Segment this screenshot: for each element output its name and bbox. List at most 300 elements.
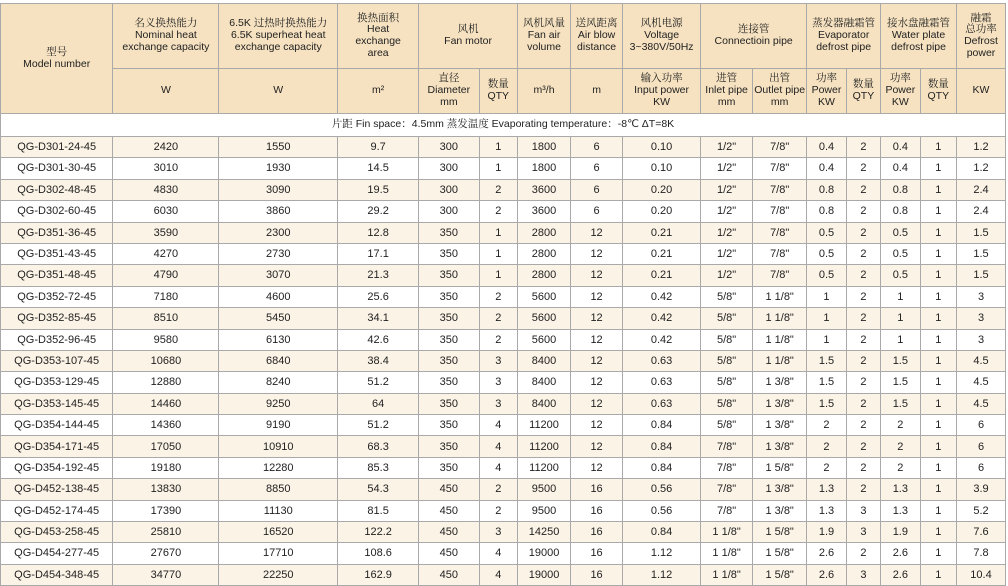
cell-evap-defrost-power: 1.3 [807, 500, 847, 521]
cell-water-defrost-power: 2.6 [881, 543, 921, 564]
cell-input-power: 0.42 [623, 308, 701, 329]
table-row [1, 500, 1006, 521]
cell-superheat-capacity: 9190 [219, 415, 338, 436]
cell-outlet-pipe: 1 3/8" [753, 372, 807, 393]
cell-fan-diameter: 350 [419, 265, 479, 286]
cell-inlet-pipe: 1 1/8" [701, 564, 753, 585]
cell-model: QG-D354-192-45 [1, 457, 113, 478]
cell-inlet-pipe: 5/8" [701, 350, 753, 371]
cell-nominal-capacity: 13830 [113, 479, 219, 500]
cell-evap-defrost-qty: 3 [846, 500, 880, 521]
cell-evap-defrost-qty: 2 [846, 243, 880, 264]
cell-superheat-capacity: 9250 [219, 393, 338, 414]
cell-total-defrost-power: 1.2 [957, 158, 1006, 179]
cell-heat-area: 64 [338, 393, 419, 414]
cell-nominal-capacity: 4830 [113, 179, 219, 200]
cell-outlet-pipe: 7/8" [753, 265, 807, 286]
conditions-note: 片距 Fin space：4.5mm 蒸发温度 Evaporating temperature：-8℃ ΔT=8K [1, 114, 1006, 137]
cell-input-power: 0.56 [623, 500, 701, 521]
cell-evap-defrost-qty: 2 [846, 457, 880, 478]
cell-input-power: 0.84 [623, 457, 701, 478]
cell-water-defrost-qty: 1 [920, 329, 956, 350]
table-row [1, 350, 1006, 371]
cell-input-power: 1.12 [623, 543, 701, 564]
cell-model: QG-D352-96-45 [1, 329, 113, 350]
header-evap: 蒸发器融霜管 Evaporator defrost pipe [807, 4, 881, 69]
cell-air-volume: 2800 [518, 222, 571, 243]
cell-air-volume: 2800 [518, 265, 571, 286]
header-airblow: 送风距离 Air blow distance [571, 4, 623, 69]
cell-air-blow-distance: 12 [571, 286, 623, 307]
table-row [1, 179, 1006, 200]
cell-total-defrost-power: 10.4 [957, 564, 1006, 585]
cell-fan-qty: 4 [479, 436, 518, 457]
cell-nominal-capacity: 25810 [113, 522, 219, 543]
cell-water-defrost-qty: 1 [920, 500, 956, 521]
cell-water-defrost-qty: 1 [920, 457, 956, 478]
cell-nominal-capacity: 19180 [113, 457, 219, 478]
cell-model: QG-D454-348-45 [1, 564, 113, 585]
cell-outlet-pipe: 1 5/8" [753, 543, 807, 564]
cell-air-blow-distance: 12 [571, 436, 623, 457]
cell-superheat-capacity: 6840 [219, 350, 338, 371]
cell-air-volume: 5600 [518, 329, 571, 350]
cell-superheat-capacity: 11130 [219, 500, 338, 521]
cell-fan-diameter: 300 [419, 158, 479, 179]
cell-outlet-pipe: 1 5/8" [753, 457, 807, 478]
cell-nominal-capacity: 3010 [113, 158, 219, 179]
cell-model: QG-D301-30-45 [1, 158, 113, 179]
cell-water-defrost-qty: 1 [920, 522, 956, 543]
cell-input-power: 0.21 [623, 222, 701, 243]
cell-fan-qty: 3 [479, 350, 518, 371]
cell-input-power: 0.84 [623, 522, 701, 543]
table-header [1, 4, 1006, 114]
cell-fan-qty: 4 [479, 457, 518, 478]
cell-model: QG-D352-72-45 [1, 286, 113, 307]
cell-model: QG-D352-85-45 [1, 308, 113, 329]
header-superheat: 6.5K 过热时换热能力 6.5K superheat heat exchange capacity [219, 4, 338, 69]
cell-air-volume: 11200 [518, 436, 571, 457]
cell-nominal-capacity: 34770 [113, 564, 219, 585]
cell-model: QG-D353-129-45 [1, 372, 113, 393]
cell-air-blow-distance: 12 [571, 393, 623, 414]
cell-fan-qty: 1 [479, 137, 518, 158]
cell-evap-defrost-power: 1 [807, 329, 847, 350]
cell-input-power: 0.42 [623, 286, 701, 307]
cell-water-defrost-power: 2 [881, 457, 921, 478]
cell-heat-area: 25.6 [338, 286, 419, 307]
cell-heat-area: 9.7 [338, 137, 419, 158]
cell-input-power: 0.42 [623, 329, 701, 350]
cell-evap-defrost-qty: 2 [846, 222, 880, 243]
cell-water-defrost-power: 2.6 [881, 564, 921, 585]
cell-water-defrost-qty: 1 [920, 158, 956, 179]
cell-air-volume: 8400 [518, 350, 571, 371]
cell-fan-diameter: 300 [419, 201, 479, 222]
cell-total-defrost-power: 1.5 [957, 265, 1006, 286]
cell-superheat-capacity: 4600 [219, 286, 338, 307]
cell-model: QG-D452-174-45 [1, 500, 113, 521]
cell-fan-qty: 2 [479, 329, 518, 350]
cell-water-defrost-qty: 1 [920, 137, 956, 158]
cell-outlet-pipe: 1 3/8" [753, 393, 807, 414]
cell-inlet-pipe: 7/8" [701, 500, 753, 521]
table-row [1, 479, 1006, 500]
cell-evap-defrost-qty: 2 [846, 137, 880, 158]
header-airvol: 风机风量 Fan air volume [518, 4, 571, 69]
cell-inlet-pipe: 1/2" [701, 137, 753, 158]
cell-outlet-pipe: 1 1/8" [753, 350, 807, 371]
cell-evap-defrost-qty: 2 [846, 179, 880, 200]
cell-evap-defrost-qty: 2 [846, 393, 880, 414]
cell-model: QG-D354-171-45 [1, 436, 113, 457]
cell-inlet-pipe: 1 1/8" [701, 522, 753, 543]
cell-heat-area: 38.4 [338, 350, 419, 371]
cell-superheat-capacity: 8850 [219, 479, 338, 500]
header-defrost: 融霜 总功率 Defrost power [957, 4, 1006, 69]
cell-air-volume: 2800 [518, 243, 571, 264]
header-fan-qty: 数量 QTY [479, 69, 518, 114]
cell-fan-qty: 2 [479, 479, 518, 500]
cell-superheat-capacity: 1550 [219, 137, 338, 158]
cell-air-volume: 3600 [518, 201, 571, 222]
cell-evap-defrost-qty: 3 [846, 522, 880, 543]
unit-airblow: m [571, 69, 623, 114]
table-row [1, 158, 1006, 179]
cell-inlet-pipe: 5/8" [701, 308, 753, 329]
cell-superheat-capacity: 12280 [219, 457, 338, 478]
cell-air-blow-distance: 16 [571, 500, 623, 521]
cell-total-defrost-power: 7.8 [957, 543, 1006, 564]
cell-evap-defrost-power: 0.5 [807, 265, 847, 286]
cell-water-defrost-qty: 1 [920, 265, 956, 286]
cell-superheat-capacity: 2730 [219, 243, 338, 264]
unit-nominal: W [113, 69, 219, 114]
cell-fan-qty: 3 [479, 522, 518, 543]
cell-air-blow-distance: 12 [571, 372, 623, 393]
cell-heat-area: 68.3 [338, 436, 419, 457]
cell-water-defrost-qty: 1 [920, 564, 956, 585]
cell-fan-qty: 1 [479, 158, 518, 179]
cell-fan-diameter: 350 [419, 436, 479, 457]
cell-evap-defrost-power: 1.5 [807, 393, 847, 414]
cell-inlet-pipe: 1/2" [701, 179, 753, 200]
cell-heat-area: 42.6 [338, 329, 419, 350]
cell-heat-area: 14.5 [338, 158, 419, 179]
cell-input-power: 0.84 [623, 415, 701, 436]
cell-air-volume: 19000 [518, 543, 571, 564]
cell-inlet-pipe: 5/8" [701, 415, 753, 436]
header-inlet-pipe: 进管 Inlet pipe mm [701, 69, 753, 114]
cell-fan-qty: 4 [479, 564, 518, 585]
cell-air-volume: 11200 [518, 415, 571, 436]
cell-model: QG-D454-277-45 [1, 543, 113, 564]
cell-evap-defrost-power: 2 [807, 415, 847, 436]
table-row [1, 265, 1006, 286]
cell-outlet-pipe: 1 1/8" [753, 308, 807, 329]
table-row [1, 329, 1006, 350]
cell-heat-area: 85.3 [338, 457, 419, 478]
cell-inlet-pipe: 1/2" [701, 243, 753, 264]
cell-air-blow-distance: 16 [571, 564, 623, 585]
cell-input-power: 0.63 [623, 372, 701, 393]
cell-water-defrost-qty: 1 [920, 479, 956, 500]
cell-outlet-pipe: 1 5/8" [753, 564, 807, 585]
cell-nominal-capacity: 8510 [113, 308, 219, 329]
cell-fan-diameter: 350 [419, 222, 479, 243]
cell-evap-defrost-power: 1.5 [807, 350, 847, 371]
cell-air-blow-distance: 12 [571, 415, 623, 436]
cell-heat-area: 19.5 [338, 179, 419, 200]
unit-airvol: m³/h [518, 69, 571, 114]
cell-outlet-pipe: 7/8" [753, 201, 807, 222]
cell-evap-defrost-power: 1.3 [807, 479, 847, 500]
cell-model: QG-D302-48-45 [1, 179, 113, 200]
cell-nominal-capacity: 14460 [113, 393, 219, 414]
cell-evap-defrost-power: 1 [807, 308, 847, 329]
cell-heat-area: 51.2 [338, 372, 419, 393]
cell-nominal-capacity: 4790 [113, 265, 219, 286]
cell-input-power: 0.20 [623, 179, 701, 200]
cell-input-power: 0.56 [623, 479, 701, 500]
cell-air-blow-distance: 6 [571, 158, 623, 179]
cell-water-defrost-power: 0.4 [881, 137, 921, 158]
table-row [1, 308, 1006, 329]
table-row [1, 457, 1006, 478]
cell-air-volume: 1800 [518, 137, 571, 158]
cell-air-blow-distance: 6 [571, 179, 623, 200]
unit-area: m² [338, 69, 419, 114]
header-pipe: 连接管 Connectioin pipe [701, 4, 807, 69]
cell-total-defrost-power: 7.6 [957, 522, 1006, 543]
cell-water-defrost-power: 1.9 [881, 522, 921, 543]
cell-fan-diameter: 350 [419, 308, 479, 329]
cell-air-blow-distance: 12 [571, 265, 623, 286]
cell-heat-area: 51.2 [338, 415, 419, 436]
cell-input-power: 0.21 [623, 243, 701, 264]
cell-input-power: 0.21 [623, 265, 701, 286]
cell-evap-defrost-qty: 2 [846, 543, 880, 564]
cell-water-defrost-power: 0.4 [881, 158, 921, 179]
cell-superheat-capacity: 3090 [219, 179, 338, 200]
cell-total-defrost-power: 3.9 [957, 479, 1006, 500]
cell-water-defrost-qty: 1 [920, 436, 956, 457]
cell-fan-qty: 2 [479, 201, 518, 222]
cell-heat-area: 21.3 [338, 265, 419, 286]
table-row [1, 543, 1006, 564]
cell-total-defrost-power: 3 [957, 308, 1006, 329]
cell-superheat-capacity: 10910 [219, 436, 338, 457]
cell-total-defrost-power: 2.4 [957, 201, 1006, 222]
cell-superheat-capacity: 3860 [219, 201, 338, 222]
cell-inlet-pipe: 1/2" [701, 201, 753, 222]
cell-outlet-pipe: 1 3/8" [753, 415, 807, 436]
cell-water-defrost-power: 1.5 [881, 393, 921, 414]
cell-water-defrost-qty: 1 [920, 179, 956, 200]
cell-fan-qty: 4 [479, 543, 518, 564]
cell-model: QG-D353-145-45 [1, 393, 113, 414]
cell-air-volume: 3600 [518, 179, 571, 200]
cell-input-power: 1.12 [623, 564, 701, 585]
cell-evap-defrost-qty: 2 [846, 479, 880, 500]
cell-total-defrost-power: 6 [957, 436, 1006, 457]
cell-evap-defrost-qty: 2 [846, 158, 880, 179]
cell-evap-defrost-qty: 2 [846, 350, 880, 371]
cell-evap-defrost-power: 1 [807, 286, 847, 307]
cell-air-blow-distance: 16 [571, 522, 623, 543]
cell-heat-area: 12.8 [338, 222, 419, 243]
cell-outlet-pipe: 1 3/8" [753, 500, 807, 521]
cell-air-blow-distance: 12 [571, 329, 623, 350]
cell-outlet-pipe: 1 1/8" [753, 286, 807, 307]
cell-inlet-pipe: 5/8" [701, 393, 753, 414]
cell-input-power: 0.63 [623, 393, 701, 414]
cell-total-defrost-power: 6 [957, 457, 1006, 478]
cell-fan-qty: 1 [479, 222, 518, 243]
cell-total-defrost-power: 2.4 [957, 179, 1006, 200]
cell-superheat-capacity: 5450 [219, 308, 338, 329]
unit-defrost: KW [957, 69, 1006, 114]
header-water: 接水盘融霜管 Water plate defrost pipe [881, 4, 957, 69]
cell-total-defrost-power: 4.5 [957, 393, 1006, 414]
cell-air-blow-distance: 6 [571, 201, 623, 222]
cell-total-defrost-power: 5.2 [957, 500, 1006, 521]
cell-total-defrost-power: 1.5 [957, 222, 1006, 243]
table-row [1, 393, 1006, 414]
cell-fan-qty: 1 [479, 265, 518, 286]
cell-evap-defrost-power: 0.8 [807, 201, 847, 222]
table-body [1, 114, 1006, 586]
cell-evap-defrost-power: 0.4 [807, 158, 847, 179]
table-row [1, 137, 1006, 158]
cell-heat-area: 81.5 [338, 500, 419, 521]
cell-fan-qty: 3 [479, 393, 518, 414]
cell-air-volume: 11200 [518, 457, 571, 478]
table-row [1, 436, 1006, 457]
cell-model: QG-D353-107-45 [1, 350, 113, 371]
table-row [1, 415, 1006, 436]
header-fan-diameter: 直径 Diameter mm [419, 69, 479, 114]
cell-total-defrost-power: 6 [957, 415, 1006, 436]
cell-water-defrost-qty: 1 [920, 350, 956, 371]
cell-evap-defrost-power: 0.4 [807, 137, 847, 158]
cell-air-volume: 19000 [518, 564, 571, 585]
table-row [1, 222, 1006, 243]
cell-air-volume: 5600 [518, 286, 571, 307]
cell-model: QG-D351-48-45 [1, 265, 113, 286]
cell-inlet-pipe: 5/8" [701, 286, 753, 307]
cell-heat-area: 122.2 [338, 522, 419, 543]
cell-nominal-capacity: 9580 [113, 329, 219, 350]
cell-nominal-capacity: 10680 [113, 350, 219, 371]
cell-inlet-pipe: 7/8" [701, 457, 753, 478]
cell-air-blow-distance: 12 [571, 457, 623, 478]
cell-evap-defrost-power: 2.6 [807, 543, 847, 564]
table-row [1, 564, 1006, 585]
cell-water-defrost-power: 0.5 [881, 243, 921, 264]
cell-heat-area: 17.1 [338, 243, 419, 264]
header-evap-power: 功率 Power KW [807, 69, 847, 114]
cell-fan-diameter: 450 [419, 479, 479, 500]
cell-water-defrost-qty: 1 [920, 201, 956, 222]
table-row [1, 522, 1006, 543]
cell-fan-diameter: 350 [419, 372, 479, 393]
cell-model: QG-D302-60-45 [1, 201, 113, 222]
cell-water-defrost-power: 1.3 [881, 479, 921, 500]
cell-water-defrost-qty: 1 [920, 393, 956, 414]
cell-air-blow-distance: 12 [571, 222, 623, 243]
cell-total-defrost-power: 3 [957, 329, 1006, 350]
cell-model: QG-D301-24-45 [1, 137, 113, 158]
cell-total-defrost-power: 3 [957, 286, 1006, 307]
cell-water-defrost-qty: 1 [920, 286, 956, 307]
cell-outlet-pipe: 1 3/8" [753, 479, 807, 500]
cell-air-volume: 1800 [518, 158, 571, 179]
cell-water-defrost-qty: 1 [920, 372, 956, 393]
cell-evap-defrost-qty: 2 [846, 265, 880, 286]
cell-outlet-pipe: 7/8" [753, 179, 807, 200]
cell-outlet-pipe: 1 3/8" [753, 436, 807, 457]
cell-total-defrost-power: 4.5 [957, 350, 1006, 371]
specification-table [0, 3, 1006, 586]
cell-fan-diameter: 450 [419, 500, 479, 521]
header-fan: 风机 Fan motor [419, 4, 518, 69]
cell-inlet-pipe: 5/8" [701, 329, 753, 350]
cell-air-blow-distance: 16 [571, 543, 623, 564]
unit-superheat: W [219, 69, 338, 114]
conditions-note-row [1, 114, 1006, 137]
cell-input-power: 0.10 [623, 137, 701, 158]
cell-heat-area: 54.3 [338, 479, 419, 500]
cell-air-blow-distance: 16 [571, 479, 623, 500]
cell-evap-defrost-power: 2 [807, 436, 847, 457]
cell-evap-defrost-qty: 3 [846, 564, 880, 585]
cell-nominal-capacity: 3590 [113, 222, 219, 243]
cell-evap-defrost-power: 0.5 [807, 222, 847, 243]
cell-air-volume: 8400 [518, 372, 571, 393]
cell-superheat-capacity: 2300 [219, 222, 338, 243]
cell-inlet-pipe: 1/2" [701, 158, 753, 179]
cell-superheat-capacity: 17710 [219, 543, 338, 564]
cell-nominal-capacity: 2420 [113, 137, 219, 158]
cell-water-defrost-power: 0.5 [881, 265, 921, 286]
cell-fan-qty: 1 [479, 243, 518, 264]
cell-superheat-capacity: 22250 [219, 564, 338, 585]
cell-air-blow-distance: 12 [571, 243, 623, 264]
cell-input-power: 0.63 [623, 350, 701, 371]
cell-water-defrost-power: 1 [881, 329, 921, 350]
cell-outlet-pipe: 7/8" [753, 137, 807, 158]
header-input-power: 输入功率 Input power KW [623, 69, 701, 114]
cell-fan-qty: 3 [479, 372, 518, 393]
cell-superheat-capacity: 16520 [219, 522, 338, 543]
cell-air-volume: 8400 [518, 393, 571, 414]
header-row-2 [1, 69, 1006, 114]
cell-fan-diameter: 350 [419, 457, 479, 478]
table-row [1, 286, 1006, 307]
cell-superheat-capacity: 6130 [219, 329, 338, 350]
header-row-1 [1, 4, 1006, 69]
cell-nominal-capacity: 12880 [113, 372, 219, 393]
cell-model: QG-D354-144-45 [1, 415, 113, 436]
cell-heat-area: 34.1 [338, 308, 419, 329]
cell-fan-qty: 2 [479, 286, 518, 307]
cell-evap-defrost-power: 1.5 [807, 372, 847, 393]
cell-evap-defrost-qty: 2 [846, 201, 880, 222]
cell-water-defrost-power: 2 [881, 436, 921, 457]
cell-inlet-pipe: 1/2" [701, 222, 753, 243]
